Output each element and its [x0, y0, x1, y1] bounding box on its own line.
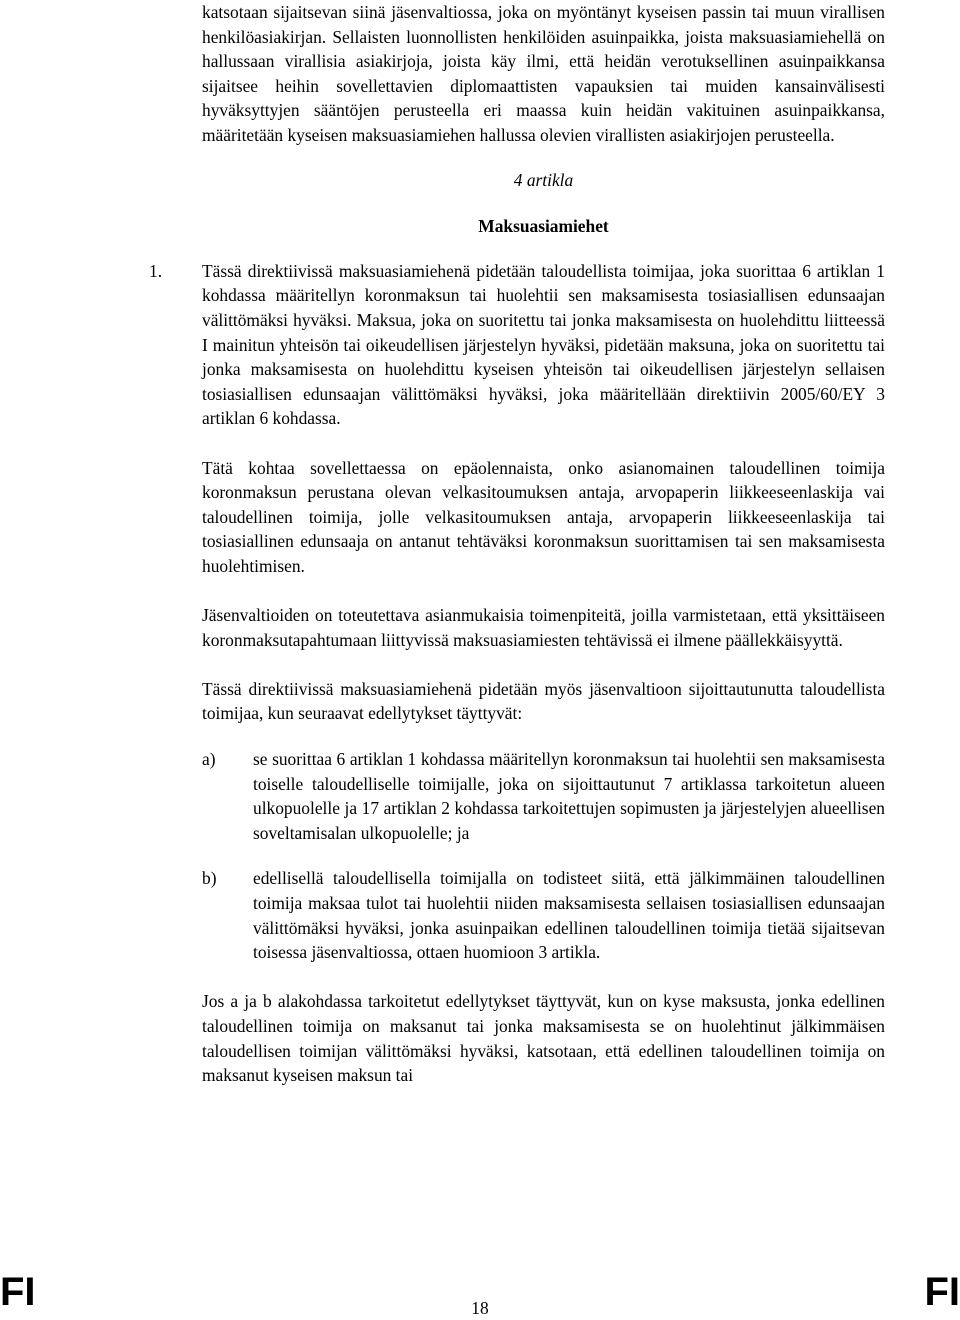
paragraph-3: Jäsenvaltioiden on toteutettava asianmukaisia toimenpiteitä, joilla varmistetaan, että yksittäiseen koronmaksutapahtumaan liittyvissä maksuasiamiesten tehtävissä ei ilmene päällekkäisyyttä. — [202, 605, 885, 650]
numbered-paragraph-1 — [149, 259, 885, 431]
paragraph-number: 1. — [149, 260, 163, 281]
list-item-label: a) — [202, 749, 216, 770]
intro-paragraph: katsotaan sijaitsevan siinä jäsenvaltiossa, joka on myöntänyt kyseisen passin tai muun virallisen henkilöasiakirjan. Sellaisten luonnollisten henkilöiden asuinpaikka, joista maksuasiamiehellä on hallussaan virallisia asiakirjoja, joista käy ilmi, että heidän verotuksellinen asuinpaikkansa sijaitsee heihin sovellettavien diplomaattisten vapauksien tai muiden kansainvälisesti hyväksyttyjen sääntöjen perusteella eri maassa kuin heidän vakituinen asuinpaikkansa, määritetään kyseisen maksuasiamiehen hallussa olevien virallisten asiakirjojen perusteella. — [202, 2, 885, 145]
list-item-text: se suorittaa 6 artiklan 1 kohdassa määritellyn koronmaksun tai huolehtii sen maksamisesta toiselle taloudelliselle toimijalle, joka on sijoittautunut 7 artiklassa tarkoitetun alueen ulkopuolelle ja 17 artiklan 2 kohdassa tarkoitettujen sopimusten ja järjestelyjen alueellisen soveltamisalan ulkopuolelle; ja — [253, 749, 885, 843]
page-number: 18 — [471, 1298, 489, 1318]
paragraph-5: Jos a ja b alakohdassa tarkoitetut edellytykset täyttyvät, kun on kyse maksusta, jonka edellinen taloudellinen toimija on maksanut tai jonka maksamisesta se on huolehtinut jälkimmäisen taloudellisen toimijan välittömäksi hyväksi, katsotaan, että edellinen taloudellinen toimija on maksanut kyseisen maksun tai — [202, 991, 885, 1086]
list-item-label: b) — [202, 868, 217, 889]
paragraph-4: Tässä direktiivissä maksuasiamiehenä pidetään myös jäsenvaltioon sijoittautunutta taloudellista toimijaa, kun seuraavat edellytykset täyttyvät: — [202, 678, 885, 724]
article-title: Maksuasiamiehet — [478, 216, 609, 237]
language-code-right: FI — [924, 1270, 960, 1314]
article-number: 4 artikla — [513, 169, 574, 190]
language-code-left: FI — [0, 1270, 36, 1314]
list-item-text: edellisellä taloudellisella toimijalla on todisteet siitä, että jälkimmäinen taloudellinen toimija maksaa tulot tai huolehtii niiden maksamisesta sellaisen tosiasiallisen edunsaajan välittömäksi hyväksi, jonka asuinpaikan edellinen taloudellinen toimija tietää sijaitsevan toisessa jäsenvaltiossa, ottaen huomioon 3 artikla. — [253, 868, 885, 963]
document-body — [149, 0, 885, 1088]
list-item — [202, 747, 885, 845]
paragraph-2: Tätä kohtaa sovellettaessa on epäolennaista, onko asianomainen taloudellinen toimija koronmaksun perustana olevan velkasitoumuksen antaja, arvopaperin liikkeeseenlaskija vai taloudellinen toimija, jolle velkasitoumuksen antaja, arvopaperin liikkeeseenlaskija tai tosiasiallinen edunsaaja on antanut tehtäväksi koronmaksun suorittamisen tai sen maksamisesta huolehtimisen. — [202, 457, 885, 576]
list-item — [202, 866, 885, 964]
paragraph-1-text: Tässä direktiivissä maksuasiamiehenä pidetään taloudellista toimijaa, joka suorittaa 6 artiklan 1 kohdassa määritellyn koronmaksun tai huolehtii sen maksamisesta tosiasiallisen edunsaajan välittömäksi hyväksi. Maksua, joka on suoritettu tai jonka maksamisesta on huolehdittu liitteessä I mainitun yhteisön tai oikeudellisen järjestelyn hyväksi, pidetään maksuna, joka on suoritettu tai jonka maksamisesta on huolehdittu kyseisen yhteisön tai oikeudellisen järjestelyn sellaisen tosiasiallisen edunsaajan välittömäksi hyväksi, joka määritellään direktiivin 2005/60/EY 3 artiklan 6 kohdassa. — [202, 260, 885, 429]
